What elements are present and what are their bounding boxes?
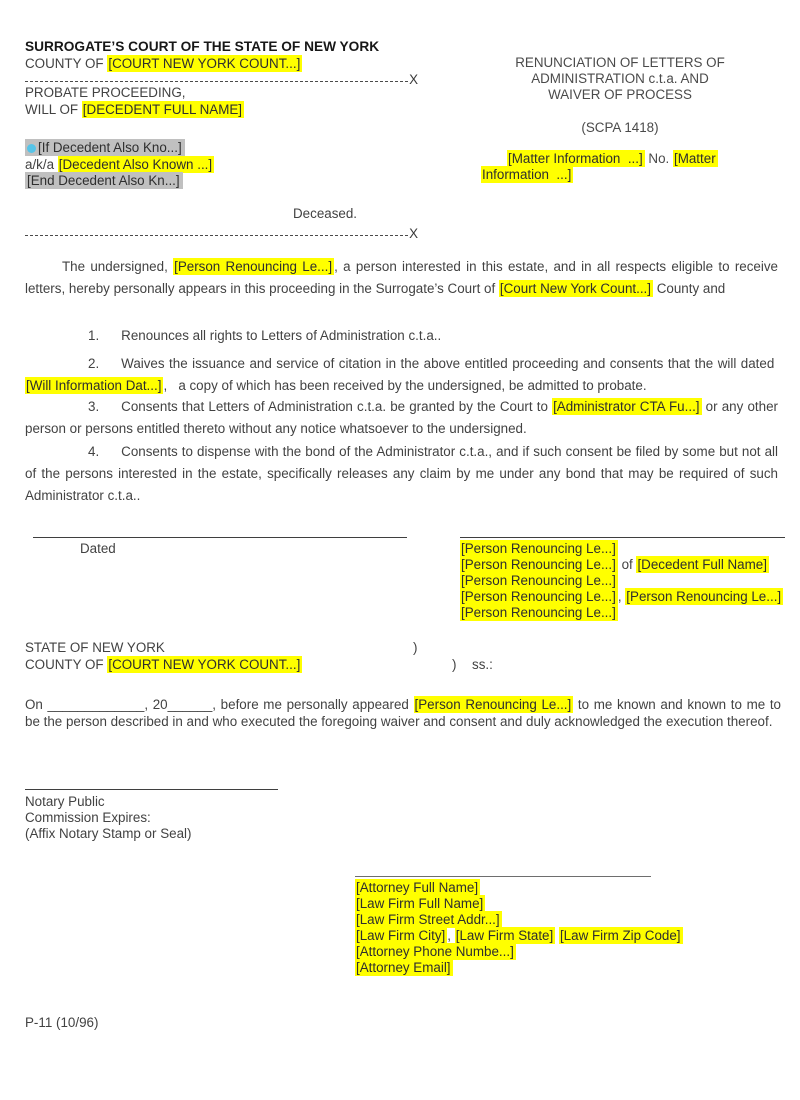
law-firm-street-field[interactable]: [Law Firm Street Addr...] xyxy=(356,912,500,928)
aka-if-field-label: [If Decedent Also Kno...] xyxy=(38,140,182,156)
court-title: SURROGATE’S COURT OF THE STATE OF NEW YORK xyxy=(25,39,380,54)
of-label: of xyxy=(617,557,637,573)
law-firm-street-line xyxy=(355,912,700,928)
item-3-text-post: or any other person or persons entitled thereto without any notice whatsoever to the undersigned. xyxy=(25,399,778,437)
law-firm-city-field[interactable]: [Law Firm City] xyxy=(356,928,446,944)
aka-known-field[interactable]: [Decedent Also Known ...] xyxy=(58,156,213,172)
divider-x-mark: X xyxy=(409,72,418,88)
attorney-email-line xyxy=(355,960,700,976)
statute-reference: (SCPA 1418) xyxy=(581,119,659,135)
notary-text-pre: On _____________, 20______, before me personally appeared xyxy=(25,697,414,712)
aka-start-line xyxy=(25,140,418,156)
aka-line xyxy=(25,157,418,173)
decedent-name-field[interactable]: [DECEDENT FULL NAME] xyxy=(82,101,243,117)
caption-block xyxy=(25,39,418,242)
affix-stamp-label: (Affix Notary Stamp or Seal) xyxy=(25,825,192,841)
field-marker-icon xyxy=(27,144,36,153)
dated-signature-line xyxy=(33,537,407,556)
attorney-signature-line xyxy=(355,876,651,877)
venue-county-field[interactable]: [COURT NEW YORK COUNT...] xyxy=(108,656,301,672)
signatory-line-1 xyxy=(460,541,785,557)
matter-info-line-2 xyxy=(481,167,785,183)
person-renouncing-field-notary[interactable]: [Person Renouncing Le...] xyxy=(414,697,572,712)
person-renouncing-field[interactable]: [Person Renouncing Le...] xyxy=(174,259,333,274)
item-2 xyxy=(25,353,778,397)
aka-if-field[interactable] xyxy=(25,139,185,156)
matter-info-field-2[interactable]: [Matter xyxy=(673,150,716,166)
aka-block xyxy=(25,140,418,189)
item-3-number: 3. xyxy=(88,399,100,415)
attorney-block xyxy=(355,876,700,977)
opening-text-mid: , a person interested in this estate, and in all respects eligible to receive letters, hereby personally appears in this proceeding in the Surrogate’s Court of xyxy=(25,259,778,296)
court-county-field[interactable]: [COURT NEW YORK COUNT...] xyxy=(108,55,301,71)
commission-expires-label: Commission Expires: xyxy=(25,809,151,825)
signatory-line-2 xyxy=(460,557,785,573)
county-prefix-label: COUNTY OF xyxy=(25,55,108,71)
signatory-line-3 xyxy=(460,573,785,589)
paren-mark: ) xyxy=(452,656,457,672)
matter-info-field-1[interactable]: [Matter Information ...] xyxy=(508,150,643,166)
matter-info-block xyxy=(481,151,785,183)
notary-public-label: Notary Public xyxy=(25,794,105,809)
comma-separator: , xyxy=(447,928,455,944)
venue-county-line xyxy=(25,657,545,674)
court-county-field-body[interactable]: [Court New York Count...] xyxy=(499,280,651,296)
attorney-phone-line xyxy=(355,944,700,960)
signatory-block xyxy=(460,537,785,621)
aka-end-field[interactable]: [End Decedent Also Kn...] xyxy=(25,172,183,189)
form-title-line-1: RENUNCIATION OF LETTERS OF xyxy=(515,55,725,70)
law-firm-state-field[interactable]: [Law Firm State] xyxy=(455,928,554,944)
signatory-line-5 xyxy=(460,605,785,621)
ss-label: ss.: xyxy=(472,656,493,672)
proceeding-line: PROBATE PROCEEDING, xyxy=(25,85,186,101)
state-label: STATE OF NEW YORK xyxy=(25,640,165,655)
person-renouncing-city-field[interactable]: [Person Renouncing Le...] xyxy=(461,589,616,605)
decedent-name-field-2[interactable]: [Decedent Full Name] xyxy=(637,557,767,573)
attorney-name-field[interactable]: [Attorney Full Name] xyxy=(356,880,479,895)
form-number: P-11 (10/96) xyxy=(25,1015,99,1030)
attorney-name-line xyxy=(355,880,700,896)
opening-text: The undersigned, xyxy=(62,259,174,274)
item-4-number: 4. xyxy=(88,443,100,459)
caption-divider-2 xyxy=(25,226,418,242)
person-renouncing-name-field[interactable]: [Person Renouncing Le...] xyxy=(461,541,616,556)
law-firm-name-line xyxy=(355,896,700,912)
aka-end-line xyxy=(25,173,418,189)
notary-acknowledgment-paragraph xyxy=(25,697,781,730)
item-4-text: Consents to dispense with the bond of the Administrator c.t.a., and if such consent be filed by some but not all of the persons interested in the estate, specifically releases any claim by me under any bond that may be required of such Administrator c.t.a.. xyxy=(25,443,778,503)
matter-info-line-1 xyxy=(481,151,785,167)
matter-no-label: No. xyxy=(644,150,673,166)
item-1 xyxy=(25,325,778,347)
venue-block xyxy=(25,640,545,673)
form-title-line-2: ADMINISTRATION c.t.a. AND xyxy=(531,71,709,87)
dashed-rule xyxy=(25,235,408,236)
administrator-cta-field[interactable]: [Administrator CTA Fu...] xyxy=(553,399,700,415)
title-block xyxy=(455,55,785,183)
venue-state-line xyxy=(25,640,545,657)
will-date-field[interactable]: [Will Information Dat...] xyxy=(26,377,162,393)
item-3 xyxy=(25,396,778,440)
opening-text-end: County and xyxy=(653,280,726,296)
person-renouncing-relation-field[interactable]: [Person Renouncing Le...] xyxy=(461,557,616,573)
will-of-prefix-label: WILL OF xyxy=(25,101,82,117)
opening-paragraph xyxy=(25,256,778,299)
item-2-number: 2. xyxy=(88,355,100,371)
venue-county-prefix-label: COUNTY OF xyxy=(25,656,108,672)
aka-prefix-label: a/k/a xyxy=(25,156,58,172)
item-2-text-post: , a copy of which has been received by the undersigned, be admitted to probate. xyxy=(163,377,647,393)
law-firm-zip-field[interactable]: [Law Firm Zip Code] xyxy=(559,928,681,944)
will-of-line xyxy=(25,102,418,119)
person-renouncing-state-field[interactable]: [Person Renouncing Le...] xyxy=(626,589,782,605)
deceased-label: Deceased. xyxy=(293,205,358,221)
form-title-line-3: WAIVER OF PROCESS xyxy=(548,87,692,103)
notary-block xyxy=(25,789,278,842)
paren-mark: ) xyxy=(413,640,418,655)
item-3-text-pre: Consents that Letters of Administration c.t.a. be granted by the Court to xyxy=(121,399,553,415)
signatory-line-4 xyxy=(460,589,785,605)
matter-info-field-2-wrap[interactable]: Information ...] xyxy=(482,167,572,183)
notary-text-post: to me known and known to me to be the person described in and who executed the foregoing waiver and consent and duly acknowledged the execution thereof. xyxy=(25,697,781,729)
item-2-text-pre: Waives the issuance and service of citation in the above entitled proceeding and consents that the will dated xyxy=(121,355,778,371)
person-renouncing-street-field[interactable]: [Person Renouncing Le...] xyxy=(461,573,616,589)
item-1-number: 1. xyxy=(88,328,100,343)
caption-divider-1 xyxy=(25,72,418,88)
item-4 xyxy=(25,441,778,506)
notary-signature-line xyxy=(25,789,278,790)
law-firm-city-state-zip-line xyxy=(355,928,700,944)
divider-x-mark: X xyxy=(409,226,418,242)
attorney-phone-field[interactable]: [Attorney Phone Numbe...] xyxy=(356,944,514,960)
item-1-text: Renounces all rights to Letters of Administration c.t.a.. xyxy=(121,328,442,343)
county-line xyxy=(25,56,418,73)
comma-separator: , xyxy=(617,589,626,605)
numbered-items xyxy=(25,325,778,506)
person-renouncing-zip-field[interactable]: [Person Renouncing Le...] xyxy=(461,605,616,621)
law-firm-name-field[interactable]: [Law Firm Full Name] xyxy=(356,896,484,912)
attorney-email-field[interactable]: [Attorney Email] xyxy=(356,960,451,976)
dashed-rule xyxy=(25,81,408,82)
dated-label: Dated xyxy=(80,541,116,556)
